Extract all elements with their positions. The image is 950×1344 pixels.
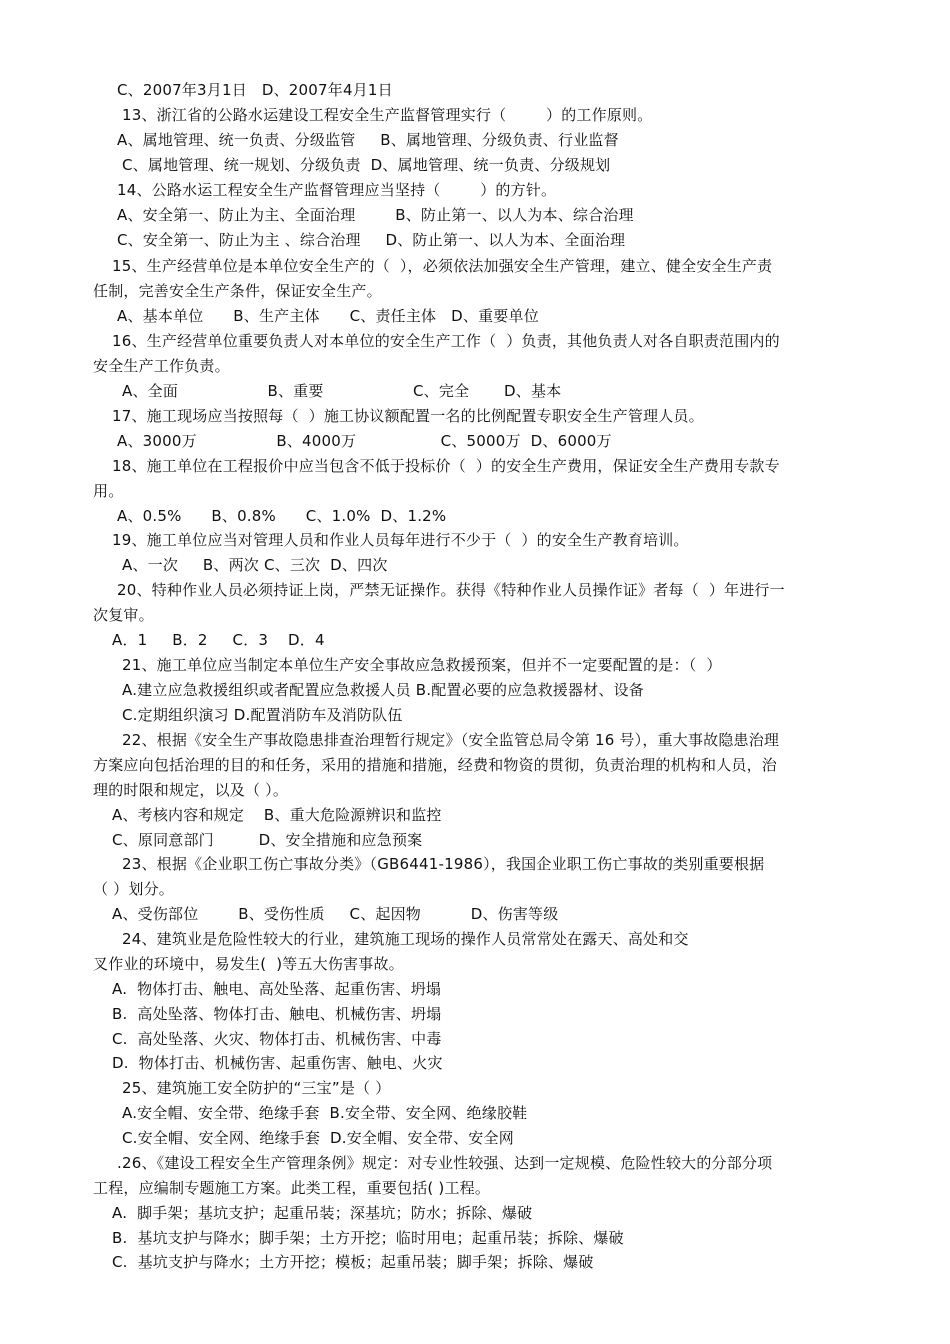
- text-line: 安全生产工作负责。: [93, 357, 230, 375]
- text-line: B. 基坑支护与降水；脚手架；土方开挖；临时用电；起重吊装；拆除、爆破: [112, 1229, 624, 1247]
- text-line: 20、特种作业人员必须持证上岗，严禁无证操作。获得《特种作业人员操作证》者每（ ）年进行一: [117, 581, 785, 599]
- text-line: 13、浙江省的公路水运建设工程安全生产监督管理实行（ ）的工作原则。: [122, 106, 653, 124]
- text-line: 17、施工现场应当按照每（ ）施工协议额配置一名的比例配置专职安全生产管理人员。: [112, 407, 704, 425]
- text-line: 工程，应编制专题施工方案。此类工程，重要包括( )工程。: [93, 1179, 491, 1197]
- text-line: 23、根据《企业职工伤亡事故分类》（GB6441-1986），我国企业职工伤亡事故的类别重要根据: [122, 855, 765, 873]
- text-line: 方案应向包括治理的目的和任务，采用的措施和措施，经费和物资的贯彻，负责治理的机构和人员，治: [93, 756, 778, 774]
- text-line: 次复审。: [93, 606, 154, 624]
- text-line: C. 基坑支护与降水；土方开挖；模板；起重吊装；脚手架；拆除、爆破: [112, 1253, 594, 1271]
- text-line: A、考核内容和规定 B、重大危险源辨识和监控: [112, 806, 442, 824]
- text-line: C、安全第一、防止为主 、综合治理 D、防止第一、以人为本、全面治理: [117, 231, 626, 249]
- text-line: A.安全帽、安全带、绝缘手套 B.安全带、安全网、绝缘胶鞋: [122, 1104, 528, 1122]
- text-line: A、3000万 B、4000万 C、5000万 D、6000万: [117, 432, 612, 450]
- text-line: 16、生产经营单位重要负责人对本单位的安全生产工作（ ）负责，其他负责人对各自职责范围内的: [112, 332, 780, 350]
- text-line: A、属地管理、统一负责、分级监管 B、属地管理、分级负责、行业监督: [117, 131, 619, 149]
- text-line: 15、生产经营单位是本单位安全生产的（ ），必须依法加强安全生产管理，建立、健全安全生产责: [112, 257, 773, 275]
- text-line: C、原同意部门 D、安全措施和应急预案: [112, 831, 423, 849]
- text-line: （ ）划分。: [93, 880, 174, 898]
- text-line: A．1 B．2 C．3 D．4: [112, 631, 325, 649]
- text-line: C、属地管理、统一规划、分级负责 D、属地管理、统一负责、分级规划: [122, 156, 611, 174]
- text-line: 19、施工单位应当对管理人员和作业人员每年进行不少于（ ）的安全生产教育培训。: [112, 531, 689, 549]
- text-line: 18、施工单位在工程报价中应当包含不低于投标价（ ）的安全生产费用，保证安全生产费用专款专: [112, 457, 780, 475]
- text-line: C.安全帽、安全网、绝缘手套 D.安全帽、安全带、安全网: [122, 1129, 514, 1147]
- text-line: 22、根据《安全生产事故隐患排查治理暂行规定》（安全监管总局令第 16 号），重大事故隐患治理: [122, 731, 780, 749]
- text-line: 24、建筑业是危险性较大的行业，建筑施工现场的操作人员常常处在露天、高处和交: [122, 930, 689, 948]
- text-line: 叉作业的环境中，易发生( )等五大伤害事故。: [93, 955, 404, 973]
- text-line: A. 脚手架；基坑支护；起重吊装；深基坑；防水；拆除、爆破: [112, 1204, 533, 1222]
- text-line: 理的时限和规定，以及（ ）。: [93, 781, 289, 799]
- text-line: C.定期组织演习 D.配置消防车及消防队伍: [122, 706, 403, 724]
- text-line: C、2007年3月1日 D、2007年4月1日: [117, 81, 393, 99]
- text-line: C. 高处坠落、火灾、物体打击、机械伤害、中毒: [112, 1030, 442, 1048]
- text-line: 用。: [93, 482, 124, 500]
- text-line: 14、公路水运工程安全生产监督管理应当坚持（ ）的方针。: [117, 181, 557, 199]
- text-line: .26、《建设工程安全生产管理条例》规定：对专业性较强、达到一定规模、危险性较大的分部分项: [117, 1154, 773, 1172]
- text-line: A.建立应急救援组织或者配置应急救援人员 B.配置必要的应急救援器材、设备: [122, 681, 644, 699]
- text-line: 25、建筑施工安全防护的“三宝”是（ ）: [122, 1079, 391, 1097]
- text-line: A、受伤部位 B、受伤性质 C、起因物 D、伤害等级: [112, 905, 559, 923]
- text-line: A、全面 B、重要 C、完全 D、基本: [122, 382, 562, 400]
- text-line: 任制，完善安全生产条件，保证安全生产。: [93, 282, 382, 300]
- text-line: D. 物体打击、机械伤害、起重伤害、触电、火灾: [112, 1054, 443, 1072]
- text-line: A、一次 B、两次 C、三次 D、四次: [122, 556, 388, 574]
- text-line: A、0.5% B、0.8% C、1.0% D、1.2%: [117, 507, 447, 525]
- text-line: A、安全第一、防止为主、全面治理 B、防止第一、以人为本、综合治理: [117, 206, 634, 224]
- text-line: A. 物体打击、触电、高处坠落、起重伤害、坍塌: [112, 980, 442, 998]
- text-line: 21、施工单位应当制定本单位生产安全事故应急救援预案，但并不一定要配置的是：（ ）: [122, 656, 722, 674]
- text-line: A、基本单位 B、生产主体 C、责任主体 D、重要单位: [117, 307, 539, 325]
- text-line: B. 高处坠落、物体打击、触电、机械伤害、坍塌: [112, 1005, 442, 1023]
